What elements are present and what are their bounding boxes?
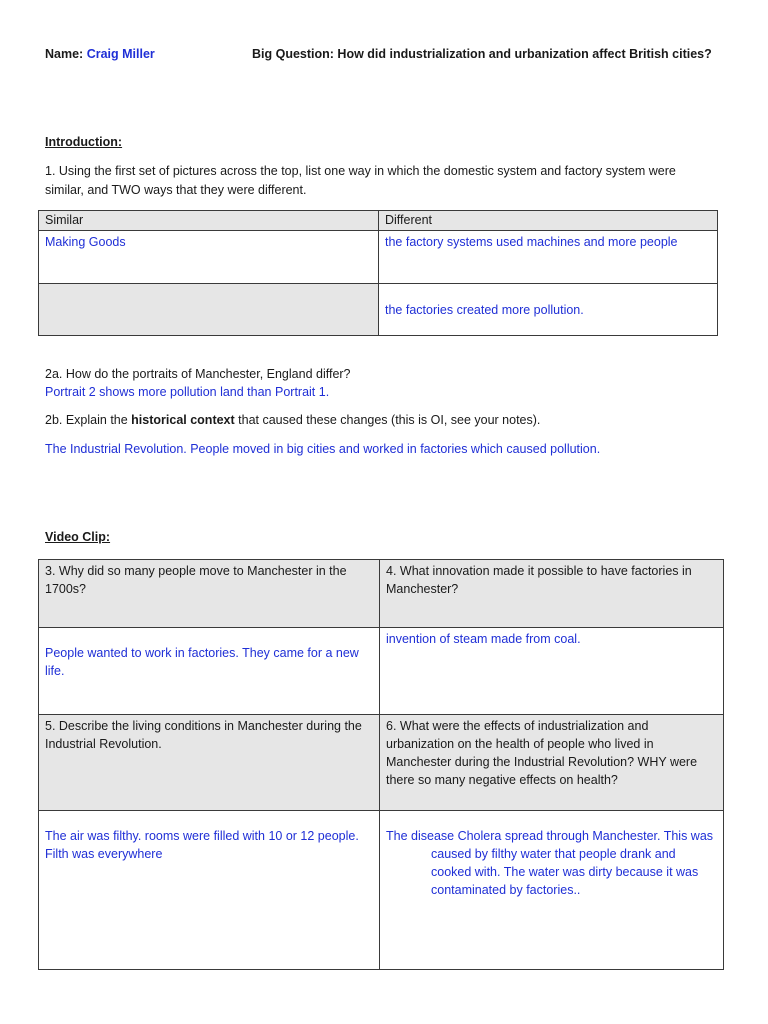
answer-4[interactable]: invention of steam made from coal. <box>380 628 724 715</box>
header-similar: Similar <box>39 211 379 231</box>
question-5: 5. Describe the living conditions in Manchester during the Industrial Revolution. <box>39 715 380 811</box>
answer-2a[interactable]: Portrait 2 shows more pollution land than Portrait 1. <box>45 385 330 399</box>
question-6: 6. What were the effects of industrialization and urbanization on the health of people who lived in Manchester during the Industrial Revolution? WHY were there so many negative effects on health? <box>380 715 724 811</box>
question-2b-bold: historical context <box>131 413 235 427</box>
question-4: 4. What innovation made it possible to have factories in Manchester? <box>380 560 724 628</box>
intro-heading: Introduction: <box>45 135 123 149</box>
answer-6[interactable] <box>380 811 724 970</box>
answer-6-first-line: The disease Cholera spread through Manchester. This was <box>386 829 714 843</box>
cell-similar-1[interactable]: Making Goods <box>39 231 379 284</box>
name-label: Name: <box>45 47 84 61</box>
question-2b-post: that caused these changes (this is OI, see your notes). <box>234 413 541 427</box>
header-different: Different <box>379 211 718 231</box>
similar-different-table <box>38 210 718 336</box>
question-2a: 2a. How do the portraits of Manchester, England differ? <box>45 367 351 381</box>
cell-different-2[interactable]: the factories created more pollution. <box>379 284 718 336</box>
answer-2b[interactable]: The Industrial Revolution. People moved in big cities and worked in factories which caused pollution. <box>45 442 601 456</box>
video-table <box>38 559 724 970</box>
cell-similar-2[interactable] <box>39 284 379 336</box>
question-3: 3. Why did so many people move to Manchester in the 1700s? <box>39 560 380 628</box>
answer-3[interactable]: People wanted to work in factories. They came for a new life. <box>39 628 380 715</box>
cell-different-1[interactable]: the factory systems used machines and more people <box>379 231 718 284</box>
question-2b <box>45 413 540 427</box>
student-name[interactable]: Craig Miller <box>86 47 155 61</box>
video-heading: Video Clip: <box>45 530 111 544</box>
question-1: 1. Using the first set of pictures across the top, list one way in which the domestic system and factory system were similar, and TWO ways that they were different. <box>45 164 676 197</box>
answer-5[interactable]: The air was filthy. rooms were filled with 10 or 12 people. Filth was everywhere <box>39 811 380 970</box>
big-question: Big Question: How did industrialization and urbanization affect British cities? <box>252 47 712 61</box>
question-2b-pre: 2b. Explain the <box>45 413 132 427</box>
name-line <box>45 47 155 61</box>
answer-6-rest: caused by filthy water that people drank and cooked with. The water was dirty because it was contaminated by factories.. <box>431 847 699 897</box>
